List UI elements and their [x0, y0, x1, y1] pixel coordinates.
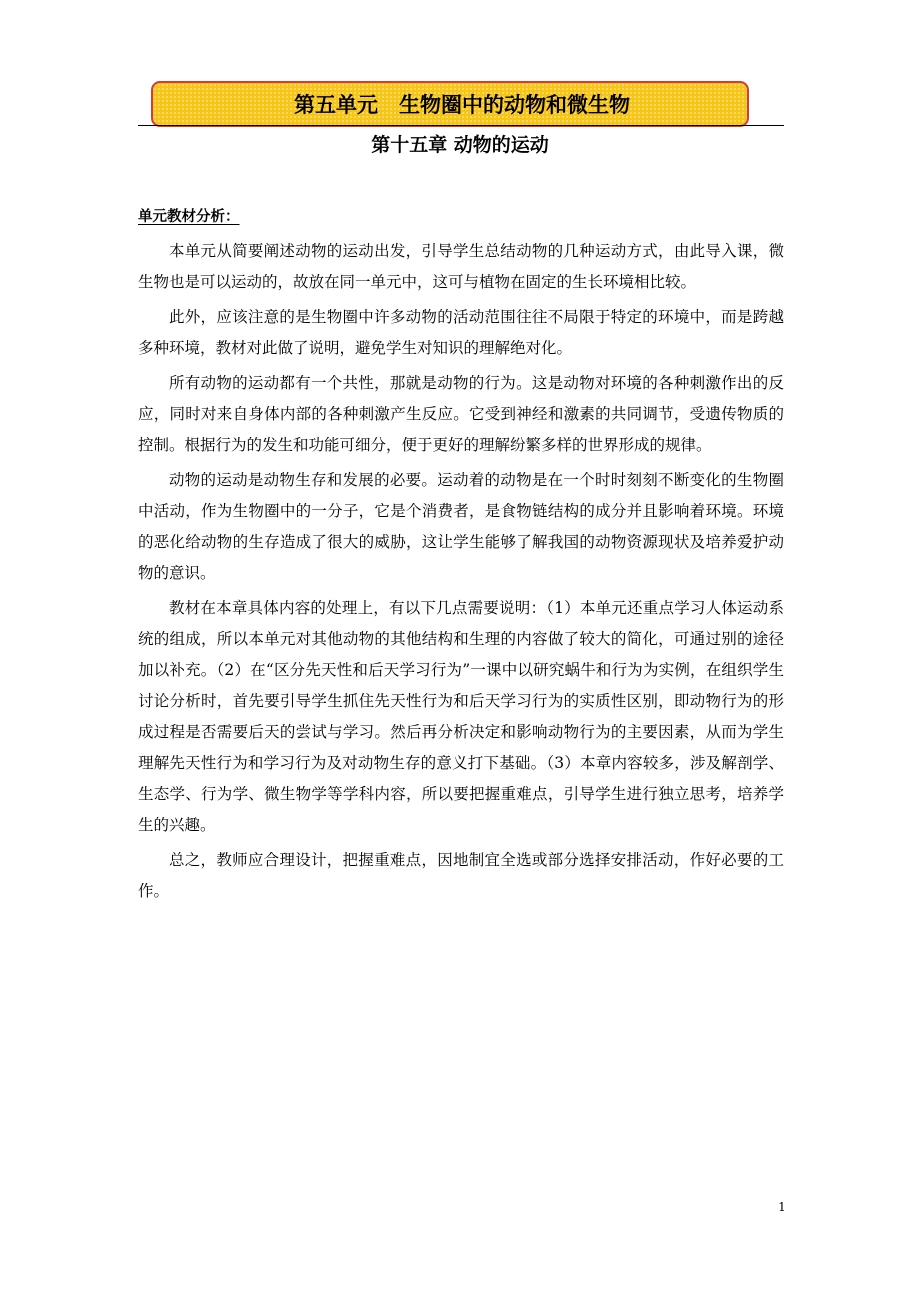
paragraph: 动物的运动是动物生存和发展的必要。运动着的动物是在一个时时刻刻不断变化的生物圈中活动，作为生物圈中的一分子，它是个消费者，是食物链结构的成分并且影响着环境。环境的恶化给动物的生存造成了很大的威胁，这让学生能够了解我国的动物资源现状及培养爱护动物的意识。: [138, 471, 784, 582]
paragraph: 本单元从简要阐述动物的运动出发，引导学生总结动物的几种运动方式，由此导入课，微生物也是可以运动的，故放在同一单元中，这可与植物在固定的生长环境相比较。: [138, 242, 784, 291]
paragraph: 此外，应该注意的是生物圈中许多动物的活动范围往往不局限于特定的环境中，而是跨越多种环境，教材对此做了说明，避免学生对知识的理解绝对化。: [138, 308, 784, 357]
section-heading: 单元教材分析：: [138, 209, 240, 225]
chapter-title: 第十五章 动物的运动: [371, 134, 549, 156]
paragraph: 教材在本章具体内容的处理上，有以下几点需要说明：（1）本单元还重点学习人体运动系统的组成，所以本单元对其他动物的其他结构和生理的内容做了较大的简化，可通过别的途径加以补充。（2）在“区分先天性和后天学习行为”一课中以研究蜗牛和行为为实例，在组织学生讨论分析时，首先要引导学生抓住先天性行为和后天学习行为的实质性区别，即动物行为的形成过程是否需要后天的尝试与学习。然后再分析决定和影响动物行为的主要因素，从而为学生理解先天性行为和学习行为及对动物生存的意义打下基础。（3）本章内容较多，涉及解剖学、生态学、行为学、微生物学等学科内容，所以要把握重难点，引导学生进行独立思考，培养学生的兴趣。: [138, 599, 784, 834]
header-divider: [138, 125, 784, 126]
paragraph: 所有动物的运动都有一个共性，那就是动物的行为。这是动物对环境的各种刺激作出的反应，同时对来自身体内部的各种刺激产生反应。它受到神经和激素的共同调节，受遗传物质的控制。根据行为的发生和功能可细分，便于更好的理解纷繁多样的世界形成的规律。: [138, 374, 784, 454]
page-number: 1: [778, 1200, 786, 1214]
analysis-body: [138, 236, 784, 911]
paragraph: 总之，教师应合理设计，把握重难点，因地制宜全选或部分选择安排活动，作好必要的工作。: [138, 851, 784, 900]
unit-title: 第五单元 生物圈中的动物和微生物: [294, 93, 630, 117]
unit-title-banner: [151, 81, 749, 127]
